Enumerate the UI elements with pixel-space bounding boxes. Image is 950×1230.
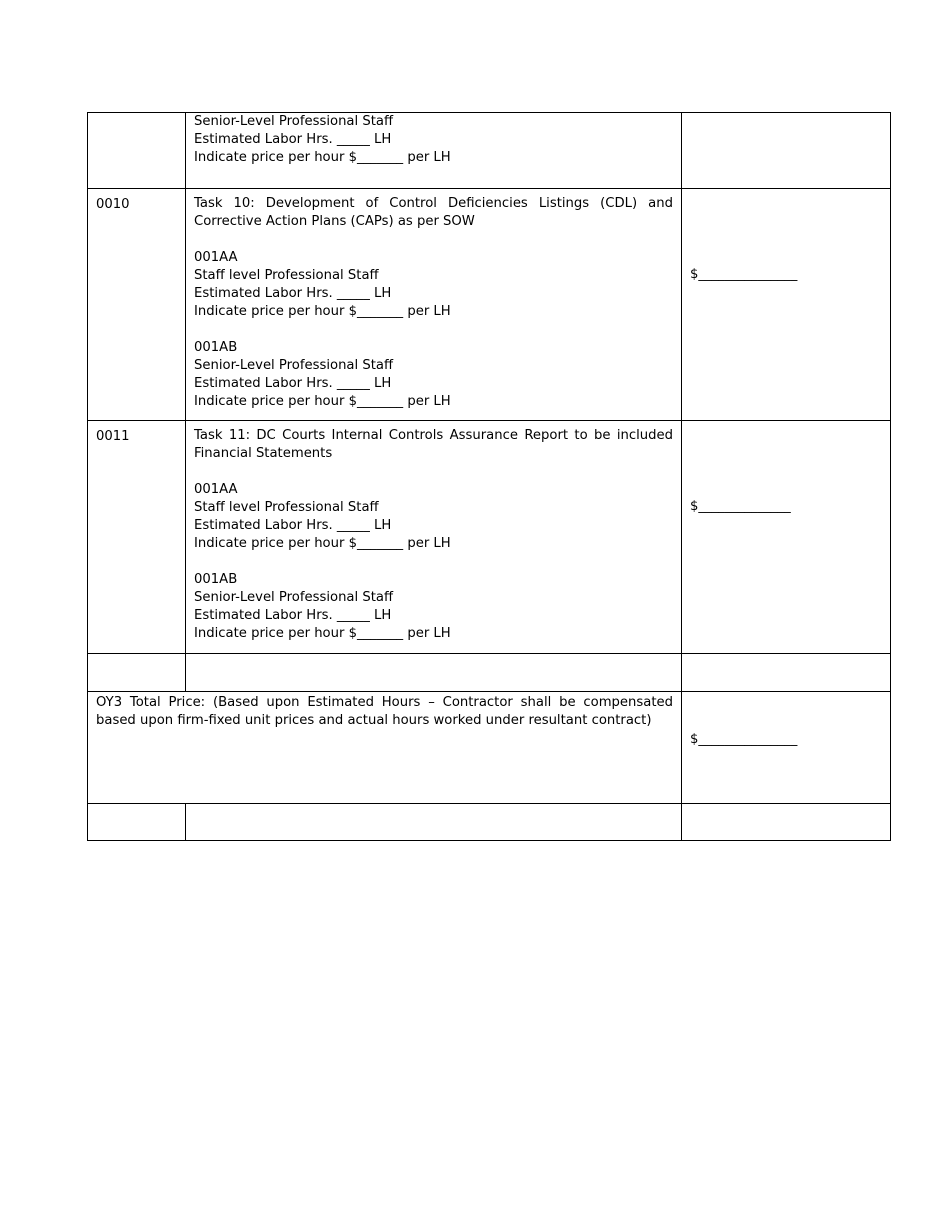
table-row bbox=[88, 654, 891, 692]
description-cell bbox=[186, 654, 682, 692]
staff-label: Senior-Level Professional Staff bbox=[194, 114, 394, 129]
price-cell bbox=[682, 804, 891, 841]
clin-cell bbox=[88, 113, 186, 189]
total-price-blank: $_______________ bbox=[690, 731, 798, 747]
clin-cell bbox=[88, 654, 186, 692]
hours-line: Estimated Labor Hrs. _____ LH bbox=[194, 608, 392, 623]
price-blank: $_______________ bbox=[690, 266, 798, 282]
price-blank: $______________ bbox=[690, 499, 791, 514]
description-cell bbox=[186, 113, 682, 189]
price-cell bbox=[682, 189, 891, 421]
table-row bbox=[88, 804, 891, 841]
hours-line: Estimated Labor Hrs. _____ LH bbox=[194, 286, 392, 301]
clin-number: 0011 bbox=[88, 421, 186, 654]
price-cell bbox=[682, 421, 891, 654]
clin-cell bbox=[88, 804, 186, 841]
subclin-code: 001AB bbox=[194, 572, 238, 587]
rate-line: Indicate price per hour $_______ per LH bbox=[194, 626, 451, 641]
rate-line: Indicate price per hour $_______ per LH bbox=[194, 304, 451, 319]
total-price-cell bbox=[682, 692, 891, 804]
subclin-code: 001AB bbox=[194, 340, 238, 355]
task-title: Task 11: DC Courts Internal Controls Assurance Report to be included Financial Statements bbox=[194, 428, 673, 461]
hours-line: Estimated Labor Hrs. _____ LH bbox=[194, 132, 392, 147]
hours-line: Estimated Labor Hrs. _____ LH bbox=[194, 376, 392, 391]
staff-label: Staff level Professional Staff bbox=[194, 268, 379, 283]
description-cell bbox=[186, 189, 682, 421]
pricing-table bbox=[87, 112, 891, 841]
rate-line: Indicate price per hour $_______ per LH bbox=[194, 536, 451, 551]
subclin-code: 001AA bbox=[194, 482, 238, 497]
subclin-code: 001AA bbox=[194, 250, 238, 265]
staff-label: Senior-Level Professional Staff bbox=[194, 358, 394, 373]
rate-line: Indicate price per hour $_______ per LH bbox=[194, 394, 451, 409]
price-cell bbox=[682, 113, 891, 189]
price-cell bbox=[682, 654, 891, 692]
table-row bbox=[88, 421, 891, 654]
table-row bbox=[88, 189, 891, 421]
table-row bbox=[88, 113, 891, 189]
staff-label: Senior-Level Professional Staff bbox=[194, 590, 394, 605]
clin-number: 0010 bbox=[88, 189, 186, 421]
rate-line: Indicate price per hour $_______ per LH bbox=[194, 150, 451, 165]
hours-line: Estimated Labor Hrs. _____ LH bbox=[194, 518, 392, 533]
total-label: OY3 Total Price: (Based upon Estimated Hours – Contractor shall be compensated based upon firm-fixed unit prices and actual hours worked under resultant contract) bbox=[88, 692, 682, 804]
task-title: Task 10: Development of Control Deficiencies Listings (CDL) and Corrective Action Plans (CAPs) as per SOW bbox=[194, 196, 673, 229]
staff-label: Staff level Professional Staff bbox=[194, 500, 379, 515]
total-row bbox=[88, 692, 891, 804]
description-cell bbox=[186, 804, 682, 841]
description-cell bbox=[186, 421, 682, 654]
